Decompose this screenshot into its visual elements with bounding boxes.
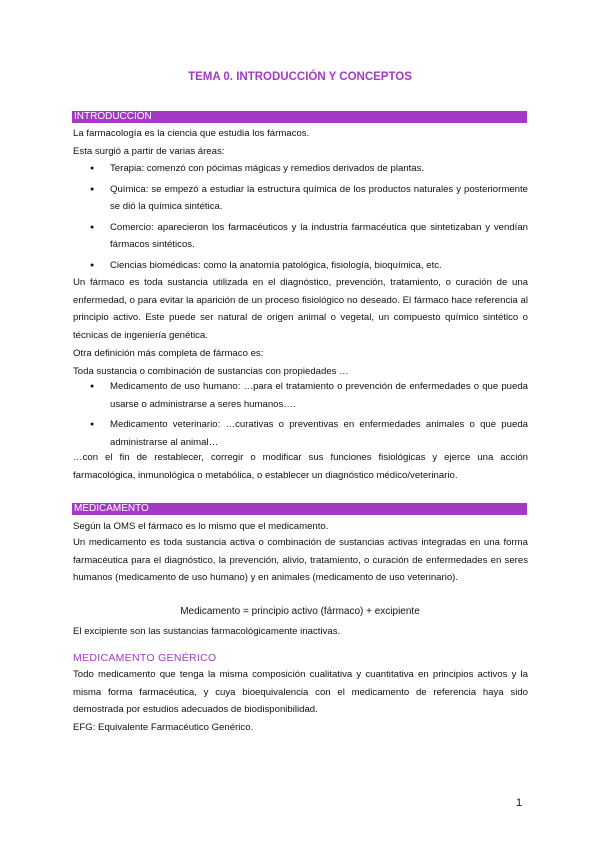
uses-list	[90, 378, 528, 451]
areas-list	[90, 160, 528, 274]
document-title: TEMA 0. INTRODUCCIÓN Y CONCEPTOS	[188, 71, 412, 83]
list-item: ● Comercio: aparecieron los farmacéuticos y la industria farmacéutica que sintetizaban y vendían fármacos sintéticos.	[90, 219, 528, 254]
section-heading-generico: MEDICAMENTO GENÉRICO	[73, 652, 217, 664]
list-item: ● Química: se empezó a estudiar la estructura química de los productos naturales y posteriormente se dió la química sintética.	[90, 181, 528, 216]
otra-definicion: Otra definición más completa de fármaco es:	[73, 348, 264, 359]
section-heading-introduccion: INTRODUCCIÓN	[72, 111, 527, 123]
efg-line: EFG: Equivalente Farmacéutico Genérico.	[73, 722, 254, 733]
farmaco-definition: Un fármaco es toda sustancia utilizada en el diagnóstico, prevención, tratamiento, o curación de una enfermedad, o para evitar la aparición de un proceso fisiológico no deseado. El fármaco hace referencia al principio activo. Este puede ser natural de origen animal o vegetal, un compuesto químico sintético o técnicas de ingeniería genética.	[73, 277, 528, 341]
list-item: ● Medicamento de uso humano: …para el tratamiento o prevención de enfermedades o que pueda usarse o administrarse a seres humanos….	[90, 378, 528, 413]
section-heading-medicamento: MEDICAMENTO	[72, 503, 527, 515]
intro-line-1: La farmacología es la ciencia que estudia los fármacos.	[73, 128, 310, 139]
excipiente-line: El excipiente son las sustancias farmacológicamente inactivas.	[73, 626, 341, 637]
page-number: 1	[516, 797, 523, 809]
list-item: ● Ciencias biomédicas: como la anatomía patológica, fisiología, bioquímica, etc.	[90, 257, 528, 275]
oms-line: Según la OMS el fármaco es lo mismo que el medicamento.	[73, 521, 329, 532]
toda-sustancia: Toda sustancia o combinación de sustancias con propiedades …	[73, 366, 349, 377]
generico-definition: Todo medicamento que tenga la misma composición cualitativa y cuantitativa en principios activos y la misma forma farmacéutica, y cuya bioequivalencia con el medicamento de referencia haya sido demostrada por estudios adecuados de biodisponibilidad.	[73, 669, 528, 715]
list-item: ● Medicamento veterinario: …curativas o preventivas en enfermedades animales o que pueda administrarse al animal…	[90, 416, 528, 451]
list-item: ● Terapia: comenzó con pócimas mágicas y remedios derivados de plantas.	[90, 160, 528, 178]
intro-line-2: Esta surgió a partir de varias áreas:	[73, 146, 225, 157]
con-el-fin-paragraph: …con el fin de restablecer, corregir o modificar sus funciones fisiológicas y ejerce una acción farmacológica, inmunológica o metabólica, o establecer un diagnóstico médico/veterinario.	[73, 452, 528, 481]
medicamento-definition: Un medicamento es toda sustancia activa o combinación de sustancias activas integradas en una forma farmacéutica para el diagnóstico, la prevención, alivio, tratamiento, o curación de enfermedades en seres humanos (medicamento de uso humano) y en animales (medicamento de uso veterinario).	[73, 537, 528, 583]
medicamento-formula: Medicamento = principio activo (fármaco) + excipiente	[180, 606, 420, 617]
